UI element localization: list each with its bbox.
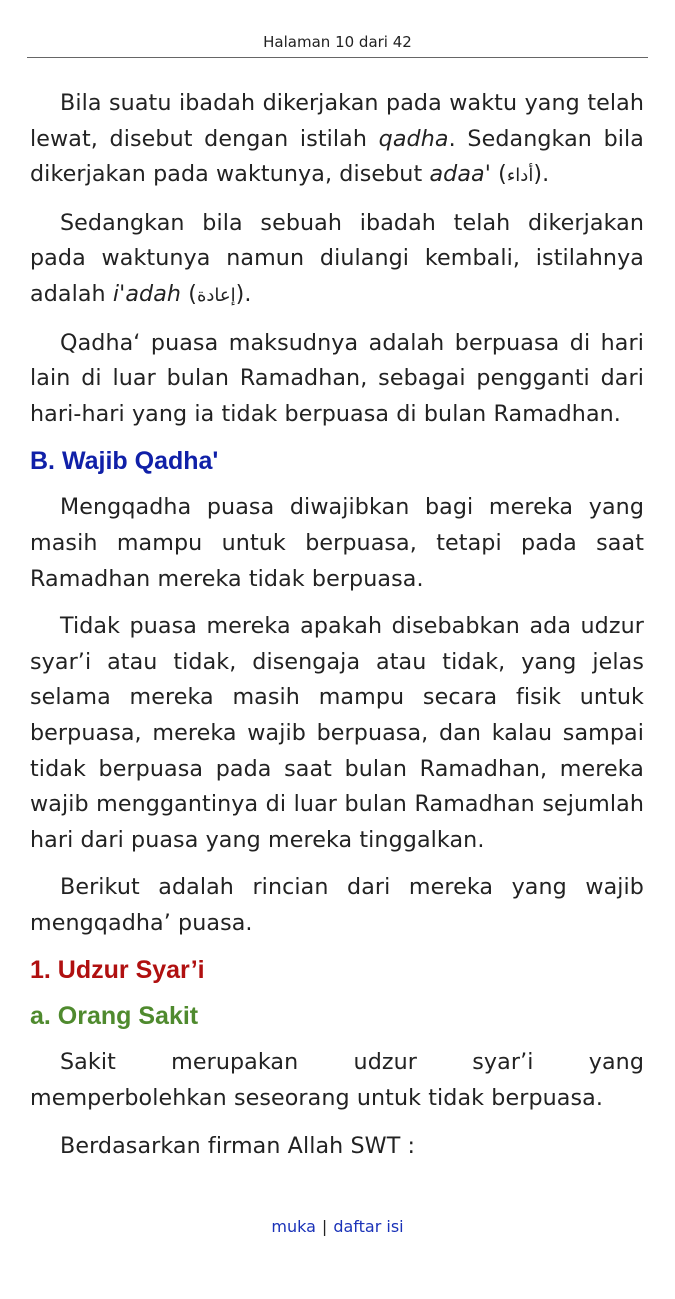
- home-link[interactable]: muka: [271, 1217, 316, 1236]
- paragraph-sakit: Sakit merupakan udzur syar’i yang memperbolehkan seseorang untuk tidak berpuasa.: [30, 1049, 644, 1112]
- term-adaa: adaa': [429, 161, 491, 188]
- paragraph-tidak-puasa: Tidak puasa mereka apakah disebabkan ada udzur syar’i atau tidak, disengaja atau tidak, yang jelas selama mereka masih mampu secara fisik untuk berpuasa, mereka wajib berpuasa, dan kalau sampai tidak berpuasa pada saat bulan Ramadhan, mereka wajib menggantinya di luar bulan Ramadhan sejumlah hari dari puasa yang mereka tinggalkan.: [30, 613, 644, 853]
- paragraph-firman: Berdasarkan firman Allah SWT :: [60, 1132, 416, 1159]
- arabic-iadah: إعادة: [196, 284, 236, 306]
- paragraph-qadha-definition: Bila suatu ibadah dikerjakan pada waktu yang telah lewat, disebut dengan istilah qadha. Sedangkan bila dikerjakan pada waktunya, disebut adaa' (أداء).: [30, 90, 644, 188]
- paragraph-iadah-definition: Sedangkan bila sebuah ibadah telah dikerjakan pada waktunya namun diulangi kembali, istilahnya adalah i'adah (إعادة).: [30, 209, 644, 307]
- page-indicator: Halaman 10 dari 42: [263, 33, 412, 51]
- subheading-udzur-syari: 1. Udzur Syar’i: [30, 956, 205, 985]
- term-iadah: i'adah: [112, 280, 182, 307]
- paragraph-rincian: Berikut adalah rincian dari mereka yang wajib mengqadha’ puasa.: [30, 874, 644, 936]
- section-heading-wajib-qadha: B. Wajib Qadha': [30, 447, 219, 476]
- page-header: [27, 30, 648, 58]
- page-footer: [0, 1217, 675, 1236]
- footer-separator: |: [321, 1217, 328, 1236]
- toc-link[interactable]: daftar isi: [333, 1217, 404, 1236]
- subheading-orang-sakit: a. Orang Sakit: [30, 1002, 199, 1031]
- paragraph-mengqadha: Mengqadha puasa diwajibkan bagi mereka yang masih mampu untuk berpuasa, tetapi pada saat Ramadhan mereka tidak berpuasa.: [30, 494, 644, 592]
- paragraph-qadha-puasa: Qadha‘ puasa maksudnya adalah berpuasa di hari lain di luar bulan Ramadhan, sebagai pengganti dari hari-hari yang ia tidak berpuasa di bulan Ramadhan.: [30, 329, 644, 427]
- document-body: [30, 86, 644, 1176]
- arabic-adaa: أداء: [506, 165, 534, 187]
- term-qadha: qadha: [378, 125, 449, 152]
